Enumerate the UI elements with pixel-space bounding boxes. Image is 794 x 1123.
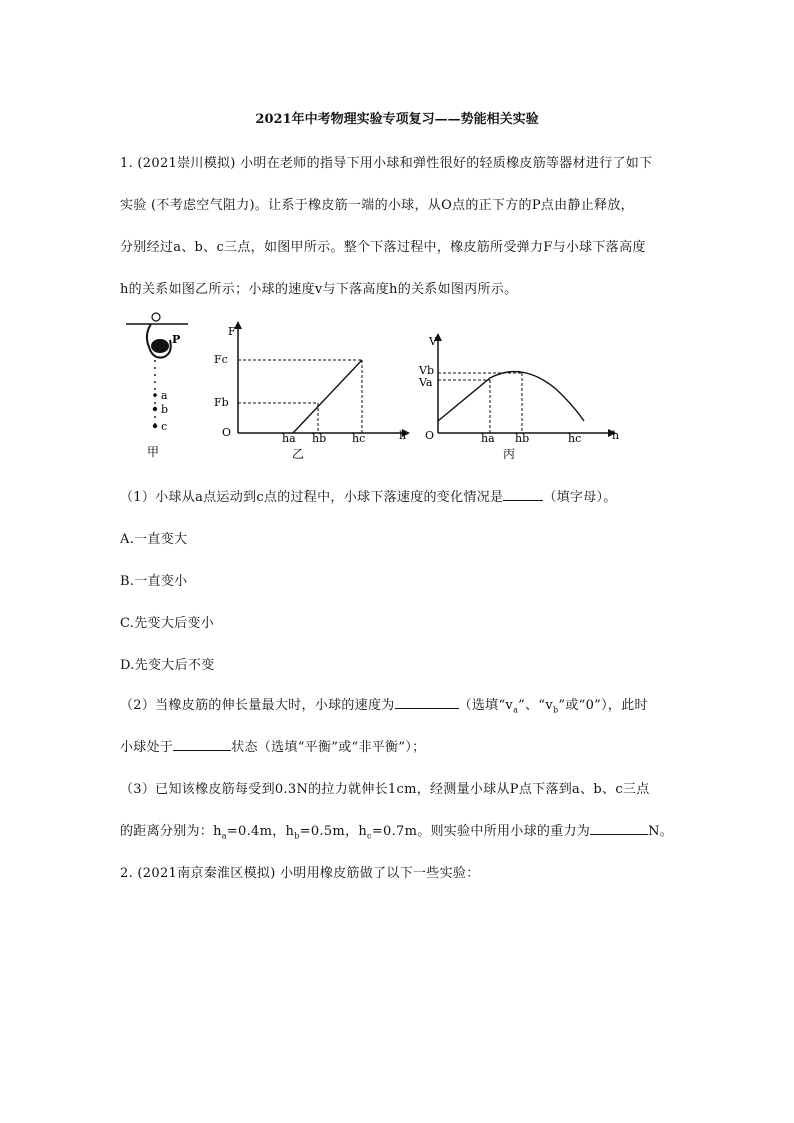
bing-ha-label: ha <box>481 432 495 445</box>
option-b: B.一直变小 <box>120 574 188 589</box>
q1-line-1: 1. (2021崇川模拟) 小明在老师的指导下用小球和弹性很好的轻质橡皮筋等器材进行了如下 <box>120 156 653 171</box>
sub3-line-1: （3）已知该橡皮筋每受到0.3N的拉力就伸长1cm，经测量小球从P点下落到a、b、c三点 <box>120 782 650 797</box>
yi-ha-label: ha <box>282 432 296 445</box>
point-o <box>152 313 160 321</box>
caption-bing: 丙 <box>503 447 516 461</box>
sub1-question: （1）小球从a点运动到c点的过程中，小球下落速度的变化情况是 （填字母）。 <box>120 490 617 505</box>
yi-force-line <box>293 360 362 433</box>
sub2-state-blank[interactable] <box>173 738 231 751</box>
label-a: a <box>161 389 168 402</box>
bing-hb-label: hb <box>515 432 530 445</box>
bing-xlabel: h <box>612 429 620 442</box>
bing-hc-label: hc <box>568 432 582 445</box>
label-c: c <box>161 420 168 433</box>
figure-bing <box>418 333 619 461</box>
label-b: b <box>161 403 169 416</box>
figure-yi <box>214 321 410 461</box>
bing-ylabel: V <box>429 335 437 348</box>
bing-origin: O <box>425 429 435 442</box>
yi-ylabel: F <box>228 325 236 338</box>
q2-line-1: 2. (2021南京秦淮区模拟) 小明用橡皮筋做了以下一些实验： <box>120 866 480 881</box>
q1-line-2: 实验 (不考虑空气阻力)。让系于橡皮筋一端的小球，从O点的正下方的P点由静止释放， <box>120 198 634 213</box>
yi-hb-label: hb <box>312 432 327 445</box>
sub1-answer-blank[interactable] <box>503 488 543 501</box>
option-d: D.先变大后不变 <box>120 658 215 673</box>
yi-origin: O <box>222 426 232 439</box>
yi-fc-label: Fc <box>214 353 228 366</box>
bing-velocity-curve <box>438 372 584 421</box>
sub2-speed-blank[interactable] <box>395 696 459 709</box>
yi-hc-label: hc <box>352 432 366 445</box>
page-title: 2021年中考物理实验专项复习——势能相关实验 <box>255 112 539 127</box>
sub3-line-2: 的距离分别为：$h_a=0.4m$，$h_b=0.5m$，$h_c=0.7m$。则实验中所用小球的重力为 N。 <box>120 824 674 841</box>
caption-yi: 乙 <box>292 447 305 461</box>
sub2-line-1: （2）当橡皮筋的伸长量最大时，小球的速度为 （选填“$v_a$”、“$v_b$”或“0”），此时 <box>120 698 648 715</box>
q1-line-4: h的关系如图乙所示；小球的速度v与下落高度h的关系如图丙所示。 <box>120 282 518 297</box>
bing-va-label: Va <box>419 376 433 389</box>
sub2-line-2: 小球处于 状态（选填“平衡”或“非平衡”）； <box>120 740 426 755</box>
yi-xlabel: h <box>399 429 407 442</box>
caption-jia: 甲 <box>147 445 160 459</box>
option-c: C.先变大后变小 <box>120 616 215 631</box>
yi-fb-label: Fb <box>214 396 229 409</box>
sub3-weight-blank[interactable] <box>590 822 648 835</box>
ball-p <box>151 339 169 353</box>
option-a: A.一直变大 <box>120 532 188 547</box>
figure-jia <box>126 313 188 459</box>
q1-line-3: 分别经过a、b、c三点，如图甲所示。整个下落过程中，橡皮筋所受弹力F与小球下落高度 <box>120 240 646 255</box>
bing-vb-label: Vb <box>419 364 434 377</box>
figure-q1 <box>118 305 638 470</box>
label-p: P <box>172 333 181 346</box>
